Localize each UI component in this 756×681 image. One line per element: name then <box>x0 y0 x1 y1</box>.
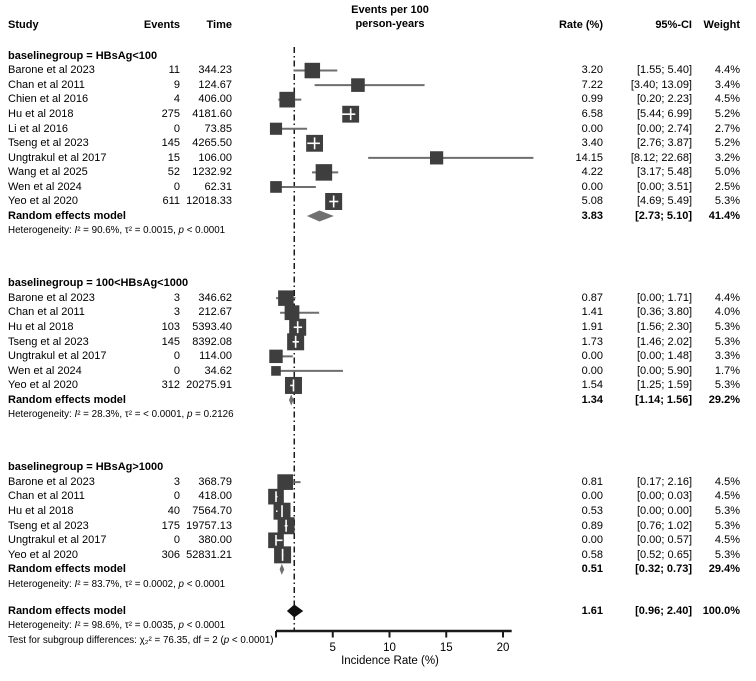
summary-ci-value: [2.73; 5.10] <box>635 209 692 222</box>
summary-rate-value: 1.34 <box>581 393 603 406</box>
summary-weight-value: 29.4% <box>708 563 740 576</box>
summary-label: Random effects model <box>8 393 126 406</box>
events-value: 0 <box>173 180 180 193</box>
events-value: 3 <box>173 291 180 304</box>
study-name: Tseng et al 2023 <box>8 137 89 149</box>
summary-label: Random effects model <box>8 563 126 576</box>
ci-value: [3.40; 13.09] <box>630 78 692 91</box>
ci-value: [3.17; 5.48] <box>636 166 692 179</box>
study-row <box>0 349 756 364</box>
study-row <box>0 194 756 209</box>
tick-label: 20 <box>496 642 510 654</box>
ci-value: [0.00; 5.90] <box>636 364 692 377</box>
rate-value: 0.00 <box>581 364 603 377</box>
tick-label: 15 <box>439 642 453 654</box>
weight-value: 5.3% <box>714 321 740 333</box>
group-header-label: baselinegroup = HBsAg>1000 <box>8 461 164 474</box>
ci-value: [2.76; 3.87] <box>636 137 692 149</box>
ci-value: [4.69; 5.49] <box>636 195 692 208</box>
time-value: 19757.13 <box>186 519 232 532</box>
summary-rate-value: 1.61 <box>581 604 603 617</box>
study-name: Wen et al 2024 <box>8 180 82 193</box>
subgroup-summary-row <box>0 393 756 408</box>
study-row <box>0 533 756 548</box>
study-name: Hu et al 2018 <box>8 504 74 517</box>
weight-value: 5.3% <box>714 335 740 348</box>
weight-value: 5.2% <box>714 137 740 149</box>
time-value: 114.00 <box>199 350 232 363</box>
weight-value: 5.0% <box>714 166 740 179</box>
rate-value: 0.00 <box>581 180 603 193</box>
study-row <box>0 378 756 393</box>
weight-value: 5.3% <box>714 548 740 561</box>
events-value: 0 <box>173 122 180 135</box>
ci-value: [0.52; 0.65] <box>636 548 692 561</box>
study-row <box>0 475 756 490</box>
time-value: 1232.92 <box>192 166 232 179</box>
rate-value: 1.54 <box>581 379 603 392</box>
tick-label: 10 <box>383 642 396 654</box>
weight-value: 4.5% <box>714 534 740 546</box>
subgroup-summary-row <box>0 209 756 224</box>
rate-value: 3.40 <box>581 137 603 149</box>
events-value: 145 <box>161 137 180 149</box>
column-header-time: Time <box>206 19 232 31</box>
study-name: Wen et al 2024 <box>8 364 82 377</box>
time-value: 52831.21 <box>186 548 232 561</box>
events-value: 275 <box>161 107 180 120</box>
column-header-ci: 95%-CI <box>655 19 692 31</box>
overall-heterogeneity-row <box>0 618 756 633</box>
events-value: 4 <box>173 93 180 106</box>
ci-value: [0.00; 0.00] <box>636 504 692 517</box>
time-value: 8392.08 <box>192 335 232 348</box>
weight-value: 5.3% <box>714 504 740 517</box>
heterogeneity-text: Heterogeneity: I² = 28.3%, τ² = < 0.0001, p = 0.2126 <box>8 409 234 421</box>
column-header-weight: Weight <box>703 19 740 31</box>
time-value: 106.00 <box>198 151 232 164</box>
group-header-label: baselinegroup = HBsAg<100 <box>8 49 158 62</box>
ci-value: [1.55; 5.40] <box>636 64 692 77</box>
subgroup-test-text: Test for subgroup differences: χ₂² = 76.35, df = 2 (p < 0.0001) <box>8 634 274 646</box>
column-header-study: Study <box>8 19 39 31</box>
study-name: Yeo et al 2020 <box>8 379 78 392</box>
study-name: Chan et al 2011 <box>8 78 85 91</box>
events-value: 0 <box>173 490 180 503</box>
ci-value: [1.56; 2.30] <box>636 321 692 333</box>
events-value: 0 <box>173 534 180 546</box>
weight-value: 3.2% <box>714 151 740 164</box>
group-header-row <box>0 460 756 475</box>
heterogeneity-row <box>0 407 756 422</box>
rate-value: 0.81 <box>581 475 603 488</box>
events-value: 3 <box>173 475 180 488</box>
ci-value: [0.00; 1.48] <box>636 350 692 363</box>
study-name: Chan et al 2011 <box>8 490 85 503</box>
weight-value: 3.4% <box>714 78 740 91</box>
study-row <box>0 305 756 320</box>
time-value: 34.62 <box>204 364 232 377</box>
events-value: 312 <box>161 379 180 392</box>
rate-value: 1.41 <box>581 306 603 319</box>
study-name: Ungtrakul et al 2017 <box>8 151 107 164</box>
overall-summary-row <box>0 604 756 619</box>
rate-value: 3.20 <box>581 64 603 77</box>
weight-value: 5.3% <box>714 519 740 532</box>
ci-value: [0.00; 0.03] <box>636 490 692 503</box>
rate-value: 0.89 <box>581 519 603 532</box>
time-value: 73.85 <box>204 122 232 135</box>
time-value: 20275.91 <box>186 379 232 392</box>
study-name: Chan et al 2011 <box>8 306 85 319</box>
ci-value: [0.20; 2.23] <box>636 93 692 106</box>
heterogeneity-row <box>0 223 756 238</box>
heterogeneity-text: Heterogeneity: I² = 83.7%, τ² = 0.0002, p < 0.0001 <box>8 578 226 590</box>
events-value: 175 <box>161 519 180 532</box>
study-name: Tseng et al 2023 <box>8 519 89 532</box>
ci-value: [0.00; 3.51] <box>636 180 692 193</box>
time-value: 4265.50 <box>192 137 232 149</box>
study-row <box>0 92 756 107</box>
weight-value: 5.3% <box>714 195 740 208</box>
summary-rate-value: 0.51 <box>581 563 603 576</box>
study-row <box>0 291 756 306</box>
summary-label: Random effects model <box>8 604 126 617</box>
subgroup-summary-row <box>0 562 756 577</box>
rate-value: 0.53 <box>581 504 603 517</box>
study-name: Li et al 2016 <box>8 122 68 135</box>
study-row <box>0 180 756 195</box>
events-value: 306 <box>161 548 180 561</box>
time-value: 62.31 <box>204 180 232 193</box>
ci-value: [0.17; 2.16] <box>636 475 692 488</box>
study-row <box>0 165 756 180</box>
rate-value: 7.22 <box>581 78 603 91</box>
rate-value: 6.58 <box>581 107 603 120</box>
rate-value: 1.91 <box>581 321 603 333</box>
study-name: Barone et al 2023 <box>8 475 95 488</box>
events-value: 0 <box>173 364 180 377</box>
time-value: 418.00 <box>198 490 232 503</box>
events-value: 103 <box>161 321 180 333</box>
column-header-row <box>0 18 756 33</box>
study-row <box>0 489 756 504</box>
events-value: 0 <box>173 350 180 363</box>
tick-label: 5 <box>329 642 336 654</box>
summary-weight-value: 41.4% <box>708 209 740 222</box>
summary-ci-value: [0.32; 0.73] <box>635 563 692 576</box>
study-row <box>0 364 756 379</box>
heterogeneity-row <box>0 577 756 592</box>
rate-value: 0.58 <box>581 548 603 561</box>
study-row <box>0 63 756 78</box>
time-value: 12018.33 <box>186 195 232 208</box>
time-value: 406.00 <box>198 93 232 106</box>
summary-weight-value: 29.2% <box>708 393 740 406</box>
study-name: Wang et al 2025 <box>8 166 88 179</box>
study-name: Barone et al 2023 <box>8 64 95 77</box>
ci-value: [1.25; 1.59] <box>636 379 692 392</box>
events-value: 15 <box>167 151 180 164</box>
x-axis-label: Incidence Rate (%) <box>341 655 439 667</box>
ci-value: [5.44; 6.99] <box>636 107 692 120</box>
study-row <box>0 548 756 563</box>
study-name: Ungtrakul et al 2017 <box>8 350 107 363</box>
rate-value: 0.99 <box>581 93 603 106</box>
study-row <box>0 78 756 93</box>
ci-value: [0.00; 0.57] <box>636 534 692 546</box>
time-value: 344.23 <box>198 64 232 77</box>
events-value: 611 <box>162 195 180 208</box>
events-value: 3 <box>173 306 180 319</box>
overall-heterogeneity-text: Heterogeneity: I² = 98.6%, τ² = 0.0035, p < 0.0001 <box>8 620 226 632</box>
ci-value: [0.36; 3.80] <box>636 306 692 319</box>
ci-value: [0.76; 1.02] <box>636 519 692 532</box>
weight-value: 3.3% <box>714 350 740 363</box>
rate-value: 0.00 <box>581 122 603 135</box>
study-name: Hu et al 2018 <box>8 321 74 333</box>
time-value: 212.67 <box>198 306 232 319</box>
rate-value: 0.00 <box>581 490 603 503</box>
time-value: 380.00 <box>198 534 232 546</box>
column-header-rate: Rate (%) <box>558 19 603 31</box>
study-row <box>0 122 756 137</box>
subgroup-test-row <box>0 633 756 648</box>
rate-value: 4.22 <box>581 166 603 179</box>
events-value: 52 <box>167 166 180 179</box>
rate-value: 14.15 <box>575 151 603 164</box>
group-header-row <box>0 49 756 64</box>
events-value: 145 <box>161 335 180 348</box>
rate-value: 0.00 <box>581 350 603 363</box>
ci-value: [0.00; 1.71] <box>636 291 692 304</box>
plot-title-line1: Events per 100 <box>351 4 429 16</box>
study-name: Chien et al 2016 <box>8 93 89 106</box>
weight-value: 5.3% <box>714 379 740 392</box>
rate-value: 1.73 <box>581 335 603 348</box>
plot-title-line2: person-years <box>355 18 425 30</box>
weight-value: 4.5% <box>714 490 740 503</box>
weight-value: 5.2% <box>714 107 740 120</box>
summary-rate-value: 3.83 <box>581 209 603 222</box>
study-name: Barone et al 2023 <box>8 291 95 304</box>
study-name: Hu et al 2018 <box>8 107 74 120</box>
heterogeneity-text: Heterogeneity: I² = 90.6%, τ² = 0.0015, p < 0.0001 <box>8 225 226 237</box>
study-row <box>0 107 756 122</box>
study-row <box>0 519 756 534</box>
weight-value: 4.5% <box>714 475 740 488</box>
weight-value: 2.7% <box>714 122 740 135</box>
time-value: 124.67 <box>198 78 232 91</box>
events-value: 9 <box>173 78 180 91</box>
rate-value: 0.87 <box>581 291 603 304</box>
summary-ci-value: [0.96; 2.40] <box>635 604 692 617</box>
ci-value: [1.46; 2.02] <box>636 335 692 348</box>
weight-value: 4.4% <box>714 64 740 77</box>
study-name: Ungtrakul et al 2017 <box>8 534 107 546</box>
time-value: 7564.70 <box>192 504 232 517</box>
column-header-events: Events <box>143 19 180 31</box>
summary-weight-value: 100.0% <box>702 604 740 617</box>
weight-value: 4.5% <box>714 93 740 106</box>
study-row <box>0 151 756 166</box>
weight-value: 4.4% <box>714 291 740 304</box>
weight-value: 1.7% <box>714 364 740 377</box>
study-name: Yeo et al 2020 <box>8 548 78 561</box>
ci-value: [8.12; 22.68] <box>630 151 692 164</box>
rate-value: 5.08 <box>581 195 603 208</box>
group-header-label: baselinegroup = 100<HBsAg<1000 <box>8 277 189 290</box>
weight-value: 2.5% <box>714 180 740 193</box>
time-value: 346.62 <box>198 291 232 304</box>
rate-value: 0.00 <box>581 534 603 546</box>
time-value: 368.79 <box>198 475 232 488</box>
study-row <box>0 136 756 151</box>
ci-value: [0.00; 2.74] <box>636 122 692 135</box>
study-row <box>0 320 756 335</box>
time-value: 4181.60 <box>192 107 232 120</box>
events-value: 40 <box>167 504 180 517</box>
events-value: 11 <box>168 64 180 77</box>
study-row <box>0 504 756 519</box>
study-name: Tseng et al 2023 <box>8 335 89 348</box>
group-header-row <box>0 276 756 291</box>
summary-ci-value: [1.14; 1.56] <box>635 393 692 406</box>
study-row <box>0 335 756 350</box>
weight-value: 4.0% <box>714 306 740 319</box>
time-value: 5393.40 <box>192 321 232 333</box>
study-name: Yeo et al 2020 <box>8 195 78 208</box>
summary-label: Random effects model <box>8 209 126 222</box>
